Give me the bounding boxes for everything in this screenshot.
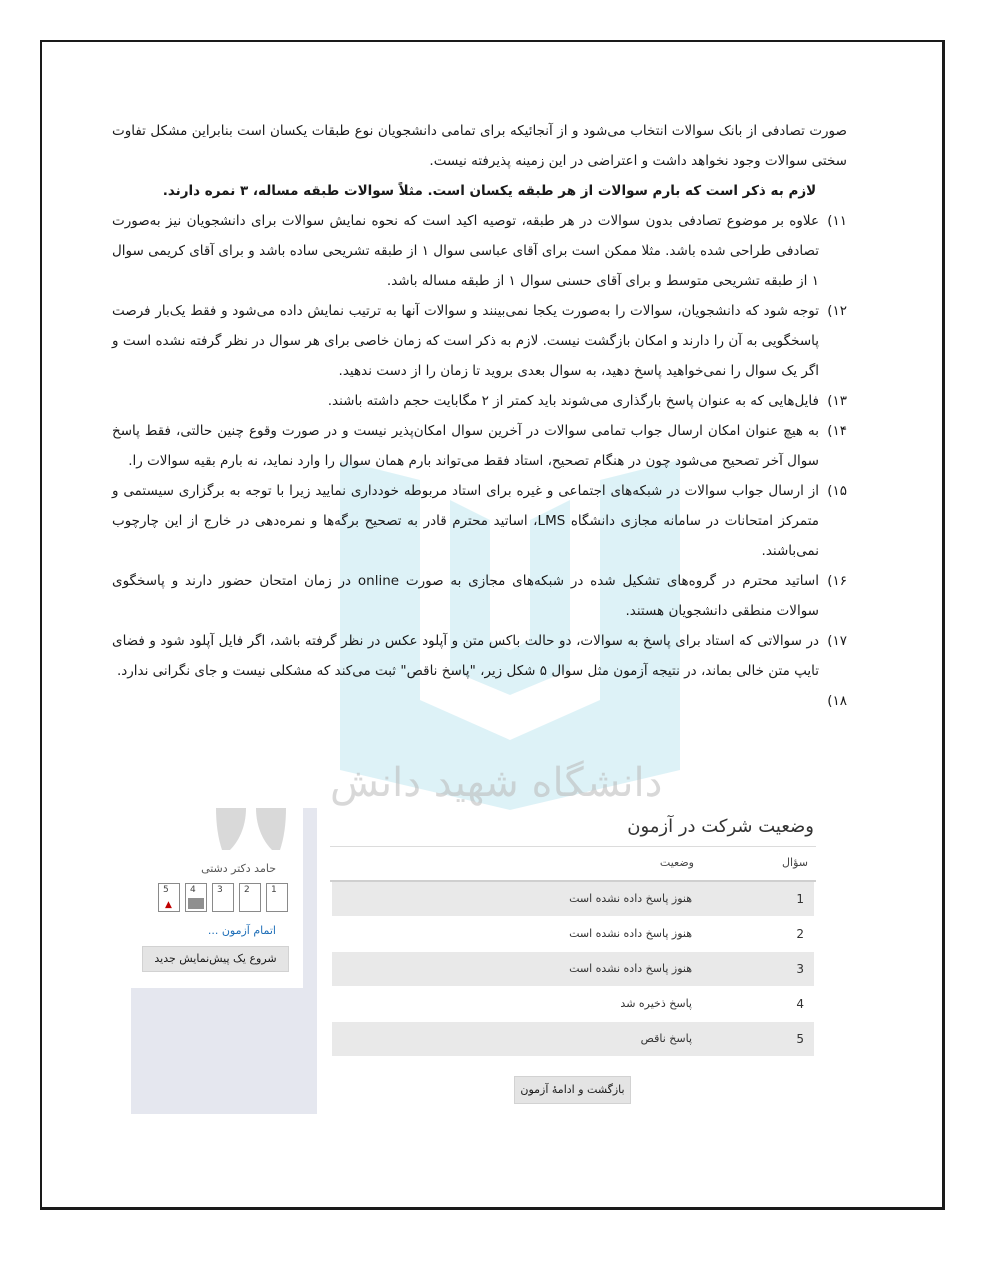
- table-header: [330, 848, 816, 880]
- question-number: 3: [796, 962, 804, 976]
- item-text: فایل‌هایی که به عنوان پاسخ بارگذاری می‌شوند باید کمتر از ۲ مگابایت حجم داشته باشند.: [327, 393, 819, 409]
- table-row[interactable]: [332, 987, 814, 1021]
- user-name: حامد دکتر دشتی: [201, 862, 276, 875]
- column-question: سؤال: [782, 856, 808, 869]
- question-status: هنوز پاسخ داده نشده است: [569, 927, 692, 940]
- question-status: پاسخ ناقص: [640, 1032, 692, 1045]
- table-row[interactable]: [332, 952, 814, 986]
- item-number: ۱۲): [827, 303, 847, 319]
- item-number: ۱۳): [827, 393, 847, 409]
- intro-paragraph: صورت تصادفی از بانک سوالات انتخاب می‌شود و از آنجائیکه برای تمامی دانشجویان نوع طبقات یکسان است بنابراین مشکل تفاوت سختی سوالات وجود نخواهد داشت و اعتراضی در این زمینه پذیرفته نیست.: [112, 123, 847, 169]
- item-text: اساتید محترم در گروه‌های تشکیل شده در شبکه‌های مجازی به صورت online در زمان امتحان حضور دارند و پاسخگوی سوالات منطقی دانشجویان هستند.: [112, 573, 819, 619]
- answered-fill: [188, 898, 204, 909]
- list-item: [112, 296, 847, 386]
- item-number: ۱۱): [827, 213, 847, 229]
- document-body: [112, 116, 847, 716]
- question-number: 1: [796, 892, 804, 906]
- title-divider: [330, 846, 816, 847]
- question-number: 5: [796, 1032, 804, 1046]
- finish-attempt-link[interactable]: اتمام آزمون ...: [207, 924, 276, 937]
- question-nav-number: 1: [271, 885, 277, 895]
- item-number: ۱۶): [827, 573, 847, 589]
- quiz-summary: [330, 808, 816, 1108]
- question-nav-2[interactable]: [239, 883, 261, 912]
- quiz-navigation-sidebar: [131, 808, 317, 1114]
- question-nav-4[interactable]: [185, 883, 207, 912]
- watermark-text: دانشگاه شهید دانش: [330, 760, 663, 806]
- list-item: [112, 476, 847, 566]
- question-nav-number: 5: [163, 885, 169, 895]
- quiz-navigation-card: [131, 808, 303, 988]
- question-nav-1[interactable]: [266, 883, 288, 912]
- question-nav-5[interactable]: [158, 883, 180, 912]
- item-text: علاوه بر موضوع تصادفی بدون سوالات در هر طبقه، توصیه اکید است که نحوه نمایش سوالات برای دانشجویان نیز به‌صورت تصادفی طراحی شده باشد. مثلا ممکن است برای آقای عباسی سوال ۱ از طبقه تشریحی ساده باشد و برای آقای کریمی سوال ۱ از طبقه تشریحی متوسط و برای آقای حسنی سوال ۱ از طبقه مساله باشد.: [112, 213, 820, 289]
- table-row[interactable]: [332, 882, 814, 916]
- list-item: [112, 626, 847, 686]
- question-status: هنوز پاسخ داده نشده است: [569, 962, 692, 975]
- question-status: هنوز پاسخ داده نشده است: [569, 892, 692, 905]
- table-row[interactable]: [332, 1022, 814, 1056]
- list-item: [112, 416, 847, 476]
- list-item: [112, 206, 847, 296]
- question-navigation: [158, 883, 288, 912]
- summary-title: وضعیت شرکت در آزمون: [627, 816, 814, 837]
- question-number: 2: [796, 927, 804, 941]
- question-nav-3[interactable]: [212, 883, 234, 912]
- question-nav-number: 3: [217, 885, 223, 895]
- item-text: توجه شود که دانشجویان، سوالات را به‌صورت یکجا نمی‌بینند و سوالات آنها به ترتیب نمایش داده می‌شود و فقط یک‌بار فرصت پاسخگویی به آن را دارند و امکان بازگشت نیست. لازم به ذکر است که زمان خاصی برای هر سوال در نظر گرفته نشده است و اگر یک سوال را نمی‌خواهید پاسخ دهید، به سوال بعدی بروید تا زمان را از دست ندهید.: [112, 303, 819, 379]
- list-item: [112, 566, 847, 626]
- list-item: [112, 686, 847, 716]
- incomplete-flag-icon: ▲: [165, 900, 172, 910]
- question-status: پاسخ ذخیره شد: [620, 997, 692, 1010]
- item-number: ۱۸): [827, 693, 847, 709]
- return-to-attempt-button[interactable]: بازگشت و ادامهٔ آزمون: [514, 1076, 631, 1104]
- question-number: 4: [796, 997, 804, 1011]
- item-text: در سوالاتی که استاد برای پاسخ به سوالات، دو حالت باکس متن و آپلود عکس در نظر گرفته باشد، اگر فایل آپلود شود و فضای تایپ متن خالی بماند، در نتیجه آزمون مثل سوال ۵ شکل زیر، "پاسخ ناقص" ثبت می‌کند که مشکلی نیست و جای نگرانی ندارد.: [112, 633, 819, 679]
- item-number: ۱۷): [827, 633, 847, 649]
- table-row[interactable]: [332, 917, 814, 951]
- start-new-preview-button[interactable]: شروع یک پیش‌نمایش جدید: [142, 946, 289, 972]
- item-text: به هیچ عنوان امکان ارسال جواب تمامی سوالات در آخرین سوال امکان‌پذیر نیست و در صورت وقوع چنین حالتی، فقط پاسخ سوال آخر تصحیح می‌شود چون در هنگام تصحیح، استاد فقط می‌تواند بارم همان سوال را وارد نماید، نه بارم بقیه سوالات را.: [112, 423, 819, 469]
- item-number: ۱۵): [827, 483, 847, 499]
- item-number: ۱۴): [827, 423, 847, 439]
- item-text: از ارسال جواب سوالات در شبکه‌های اجتماعی و غیره برای استاد مربوطه خودداری نمایید زیرا با توجه به برگزاری سیستمی و متمرکز امتحانات در سامانه مجازی دانشگاه LMS، اساتید محترم قادر به تصحیح برگه‌ها و نمره‌دهی در خارج از این چارچوب نمی‌باشند.: [112, 483, 819, 559]
- question-nav-number: 4: [190, 885, 196, 895]
- question-nav-number: 2: [244, 885, 250, 895]
- column-status: وضعیت: [659, 856, 694, 869]
- user-avatar-icon: [216, 808, 286, 850]
- list-item: [112, 386, 847, 416]
- bold-note: لازم به ذکر است که بارم سوالات از هر طبقه یکسان است. مثلاً سوالات طبقه مساله، ۳ نمره دارند.: [162, 183, 817, 199]
